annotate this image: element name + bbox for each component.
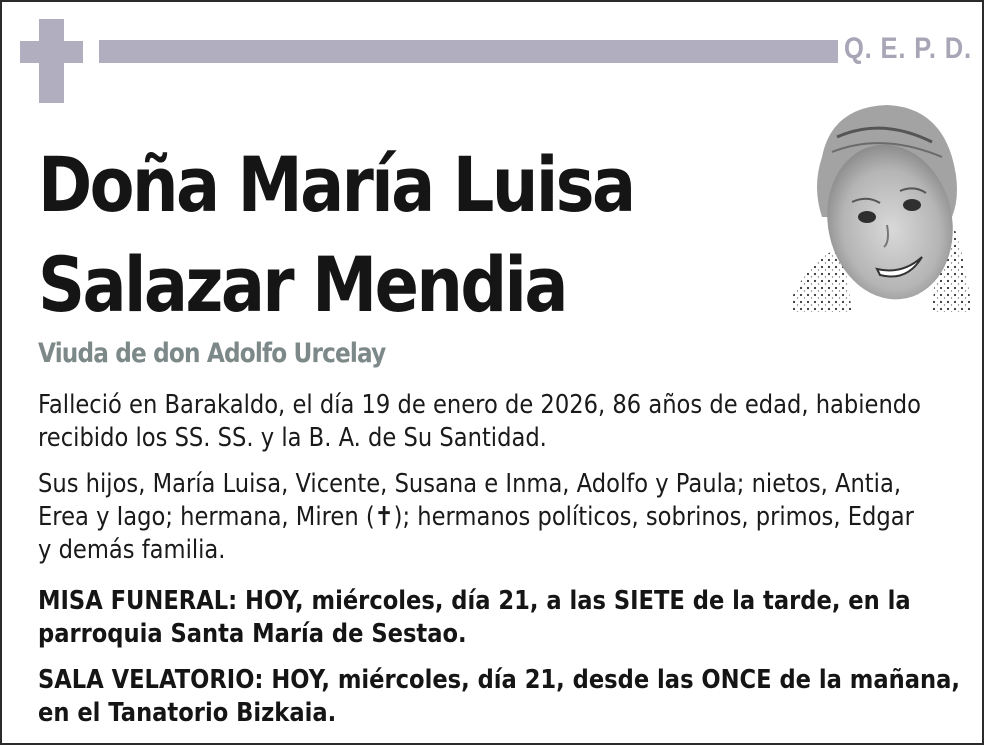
paragraph-line: Sus hijos, María Luisa, Vicente, Susana e Inma, Adolfo y Paula; nietos, Antia, xyxy=(38,469,902,499)
header-divider-bar xyxy=(99,40,838,63)
deceased-name xyxy=(38,135,634,335)
funeral-mass-paragraph xyxy=(38,585,911,651)
family-paragraph xyxy=(38,468,914,567)
paragraph-line: recibido los SS. SS. y la B. A. de Su Santidad. xyxy=(38,423,547,453)
widow-of-subtitle: Viuda de don Adolfo Urcelay xyxy=(38,338,386,369)
qepd-label: Q. E. P. D. xyxy=(844,32,972,65)
cross-horizontal-beam xyxy=(20,41,83,63)
paragraph-line: Falleció en Barakaldo, el día 19 de enero de 2026, 86 años de edad, habiendo xyxy=(38,390,922,420)
paragraph-line: SALA VELATORIO: HOY, miércoles, día 21, desde las ONCE de la mañana, xyxy=(38,665,960,695)
death-notice-paragraph xyxy=(38,389,921,455)
paragraph-line: Erea y Iago; hermana, Miren (✝); hermanos políticos, sobrinos, primos, Edgar xyxy=(38,502,914,532)
deceased-name-line-2: Salazar Mendia xyxy=(38,240,566,329)
portrait-photo xyxy=(792,97,970,312)
paragraph-line: MISA FUNERAL: HOY, miércoles, día 21, a las SIETE de la tarde, en la xyxy=(38,586,911,616)
paragraph-line: parroquia Santa María de Sestao. xyxy=(38,619,467,649)
paragraph-line: y demás familia. xyxy=(38,535,226,565)
paragraph-line: en el Tanatorio Bizkaia. xyxy=(38,698,337,728)
wake-room-paragraph xyxy=(38,664,960,730)
deceased-name-line-1: Doña María Luisa xyxy=(38,140,634,229)
